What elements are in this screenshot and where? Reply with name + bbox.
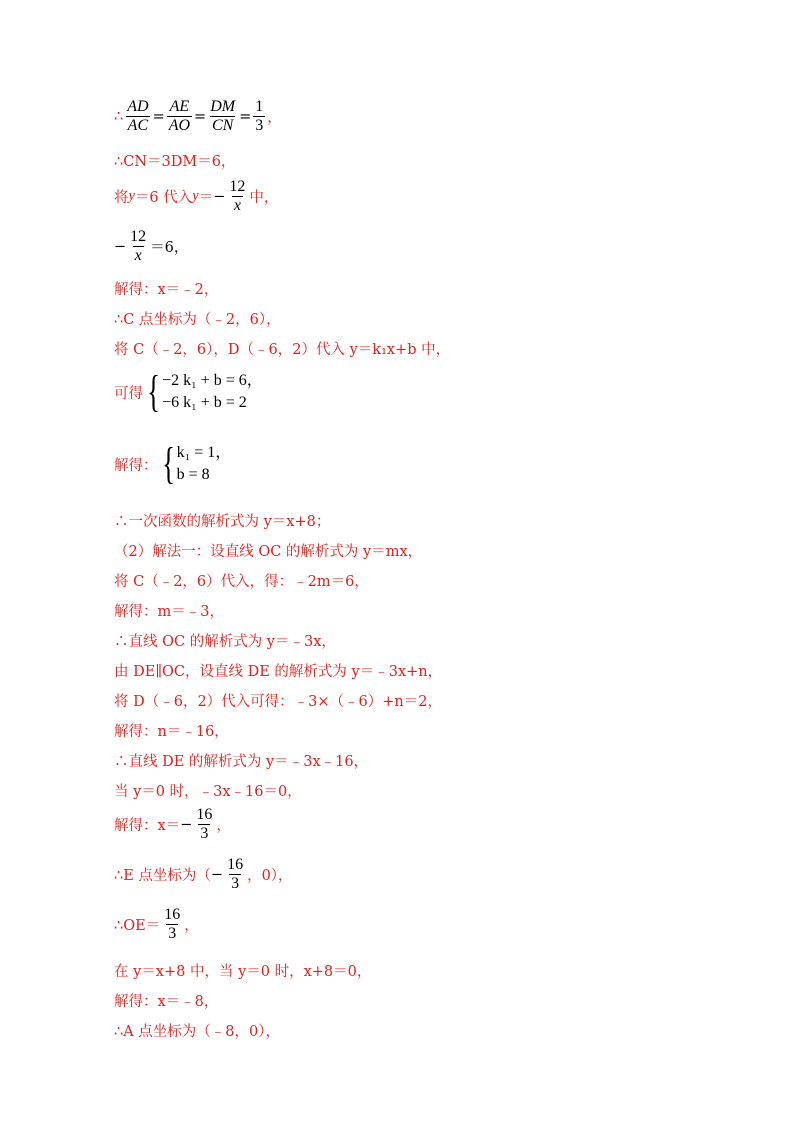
fraction-12-x-2: $\frac{12}{x}$ [130, 228, 147, 264]
line-substitute-d: 将 D（﹣6，2）代入可得：﹣3×（﹣6）+n＝2， [114, 694, 442, 710]
fraction-12-x: $\frac{12}{x}$ [229, 178, 246, 214]
line-point-c: ∴C 点坐标为（﹣2，6）， [114, 312, 281, 328]
line-substitute-cd: 将 C（﹣2，6），D（﹣6，2）代入 y＝k₁x+b 中， [114, 342, 451, 358]
line-solve-n: 解得：n＝﹣16， [114, 724, 229, 740]
line-solve-m: 解得：m＝﹣3， [114, 604, 224, 620]
line-when-y0: 当 y＝0 时，﹣3x﹣16＝0， [114, 784, 302, 800]
line-de-parallel: 由 DE∥OC，设直线 DE 的解析式为 y＝﹣3x+n， [114, 664, 443, 680]
ratio-line: ∴ $\frac{AD}{AC}$ = $\frac{AE}{AO}$ = $\frac{DM}{CN}$ = $\frac{1}{3}$ ， [114, 98, 282, 134]
line-linear-function: ∴一次函数的解析式为 y＝x+8； [114, 514, 331, 530]
line-substitute-y6: 将 y ＝6 代入 y ＝ − $\frac{12}{x}$ 中， [114, 178, 279, 214]
line-solve-x-16-3: 解得：x＝ − $\frac{16}{3}$ ， [114, 806, 231, 842]
therefore-symbol: ∴ [114, 108, 124, 125]
fraction-16-3-3: $\frac{16}{3}$ [164, 906, 181, 942]
line-system-1: 可得 { −2 k₁ + b = 6， −6 k₁ + b = 2 [114, 367, 263, 416]
line-solve-x: 解得：x＝﹣2， [114, 282, 219, 298]
line-equation-12x: − $\frac{12}{x}$ ＝6， [114, 228, 189, 264]
line-point-e: ∴E 点坐标为（ − $\frac{16}{3}$ ，0）， [114, 856, 293, 892]
fraction-ae-ao: $\frac{AE}{AO}$ [168, 98, 191, 134]
equation-system: { −2 k₁ + b = 6， −6 k₁ + b = 2 [147, 367, 263, 416]
line-substitute-c: 将 C（﹣2，6）代入，得：﹣2m＝6， [114, 574, 369, 590]
line-in-yx8: 在 y＝x+8 中，当 y＝0 时，x+8＝0， [114, 964, 372, 980]
line-de-expression: ∴直线 DE 的解析式为 y＝﹣3x﹣16， [114, 754, 369, 770]
line-oc-expression: ∴直线 OC 的解析式为 y＝﹣3x， [114, 634, 336, 650]
line-system-2: 解得： { k₁ = 1， b = 8 [114, 439, 232, 488]
solution-system: { k₁ = 1， b = 8 [161, 439, 232, 488]
brace-icon: { [161, 439, 175, 488]
line-oe: ∴OE＝ $\frac{16}{3}$ ， [114, 906, 199, 942]
brace-icon: { [147, 367, 160, 416]
fraction-dm-cn: $\frac{DM}{CN}$ [210, 98, 236, 134]
line-method-one: （2）解法一：设直线 OC 的解析式为 y＝mx， [114, 544, 423, 560]
fraction-16-3: $\frac{16}{3}$ [196, 806, 213, 842]
line-solve-x8: 解得：x＝﹣8， [114, 994, 219, 1010]
fraction-ad-ac: $\frac{AD}{AC}$ [127, 98, 149, 134]
fraction-16-3-2: $\frac{16}{3}$ [227, 856, 244, 892]
line-cn: ∴CN＝3DM＝6， [114, 154, 236, 170]
fraction-one-third: $\frac{1}{3}$ [255, 98, 264, 134]
line-point-a: ∴A 点坐标为（﹣8，0）， [114, 1024, 281, 1040]
